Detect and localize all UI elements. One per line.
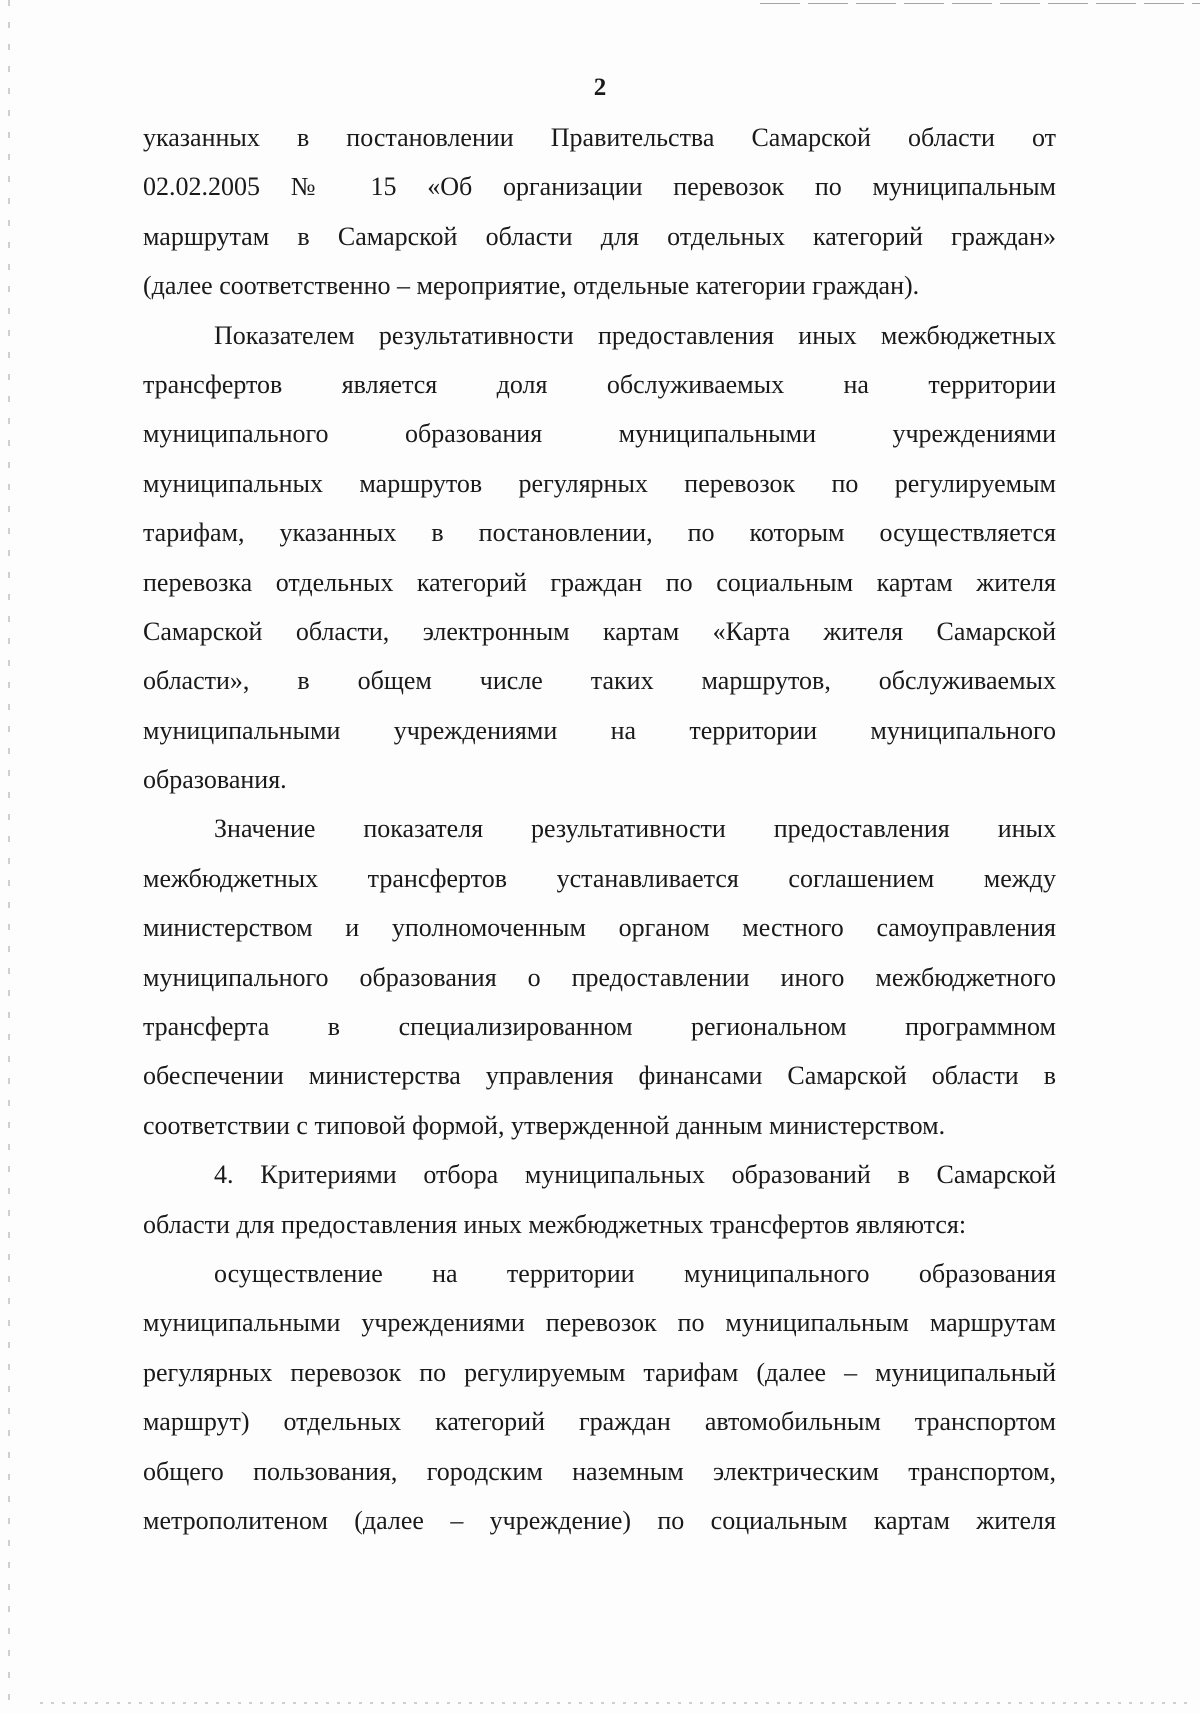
text-line: тарифам, указанных в постановлении, по которым осуществляется bbox=[143, 518, 1056, 548]
text-line: соответствии с типовой формой, утвержденной данным министерством. bbox=[143, 1110, 946, 1140]
paragraph-first-line: осуществление на территории муниципального образования bbox=[214, 1258, 1056, 1288]
paragraph-first-line: Значение показателя результативности предоставления иных bbox=[214, 814, 1056, 844]
text-line: области», в общем числе таких маршрутов, обслуживаемых bbox=[143, 666, 1056, 696]
text-line: указанных в постановлении Правительства Самарской области от bbox=[143, 123, 1056, 152]
text-line: регулярных перевозок по регулируемым тарифам (далее – муниципальный bbox=[143, 1357, 1056, 1387]
text-line: области для предоставления иных межбюджетных трансфертов являются: bbox=[143, 1209, 967, 1239]
text-line: муниципальными учреждениями на территории муниципального bbox=[143, 715, 1056, 745]
text-line: образования. bbox=[143, 765, 287, 795]
text-line: министерством и уполномоченным органом местного самоуправления bbox=[143, 913, 1056, 943]
scan-top-artifact bbox=[760, 3, 1200, 4]
text-line: маршрутам в Самарской области для отдельных категорий граждан» bbox=[143, 221, 1056, 251]
text-line: Самарской области, электронным картам «Карта жителя Самарской bbox=[143, 616, 1056, 646]
text-line: муниципальных маршрутов регулярных перевозок по регулируемым bbox=[143, 468, 1056, 498]
text-line: 02.02.2005 № 15 «Об организации перевозок по муниципальным bbox=[143, 172, 1056, 202]
text-line: муниципального образования муниципальными учреждениями bbox=[143, 419, 1056, 449]
paragraph-first-line: 4. Критериями отбора муниципальных образований в Самарской bbox=[214, 1160, 1056, 1190]
text-line: маршрут) отдельных категорий граждан автомобильным транспортом bbox=[143, 1407, 1056, 1437]
page-number: 2 bbox=[593, 74, 607, 101]
paragraph-first-line: Показателем результативности предоставления иных межбюджетных bbox=[214, 320, 1056, 350]
text-line: общего пользования, городским наземным электрическим транспортом, bbox=[143, 1456, 1056, 1486]
text-line: метрополитеном (далее – учреждение) по социальным картам жителя bbox=[143, 1505, 1056, 1535]
text-line: обеспечении министерства управления финансами Самарской области в bbox=[143, 1061, 1056, 1091]
scan-bottom-artifact bbox=[40, 1702, 1190, 1704]
text-line: муниципального образования о предоставлении иного межбюджетного bbox=[143, 962, 1056, 992]
text-line: (далее соответственно – мероприятие, отдельные категории граждан). bbox=[143, 271, 920, 301]
scan-edge-artifact bbox=[8, 0, 10, 1713]
text-line: межбюджетных трансфертов устанавливается соглашением между bbox=[143, 863, 1056, 893]
document-body bbox=[143, 113, 1056, 1545]
text-line: перевозка отдельных категорий граждан по социальным картам жителя bbox=[143, 567, 1056, 597]
text-line: муниципальными учреждениями перевозок по муниципальным маршрутам bbox=[143, 1308, 1056, 1338]
text-line: трансфертов является доля обслуживаемых на территории bbox=[143, 369, 1056, 399]
text-line: трансферта в специализированном региональном программном bbox=[143, 1012, 1056, 1042]
